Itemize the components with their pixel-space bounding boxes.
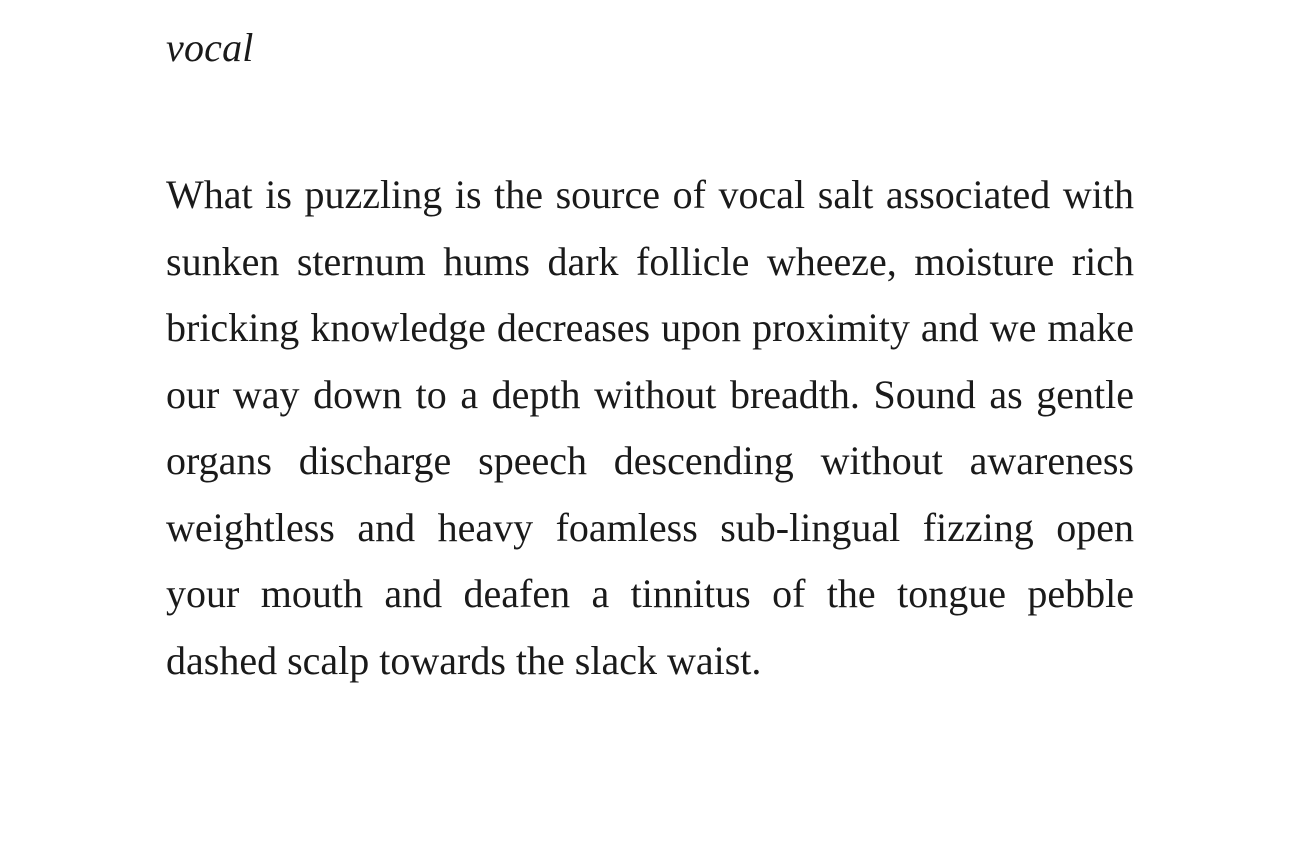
document-page: [166, 22, 1134, 694]
poem-title: vocal: [166, 25, 254, 70]
poem-body: What is puzzling is the source of vocal salt associated with sunken sternum hums dark follicle wheeze, moisture rich bricking knowledge decreases upon proximity and we make our way down to a depth without breadth. Sound as gentle organs discharge speech descending without awareness weightless and heavy foamless sub-lingual fizzing open your mouth and deafen a tinnitus of the tongue pebble dashed scalp towards the slack waist.: [166, 172, 1134, 683]
